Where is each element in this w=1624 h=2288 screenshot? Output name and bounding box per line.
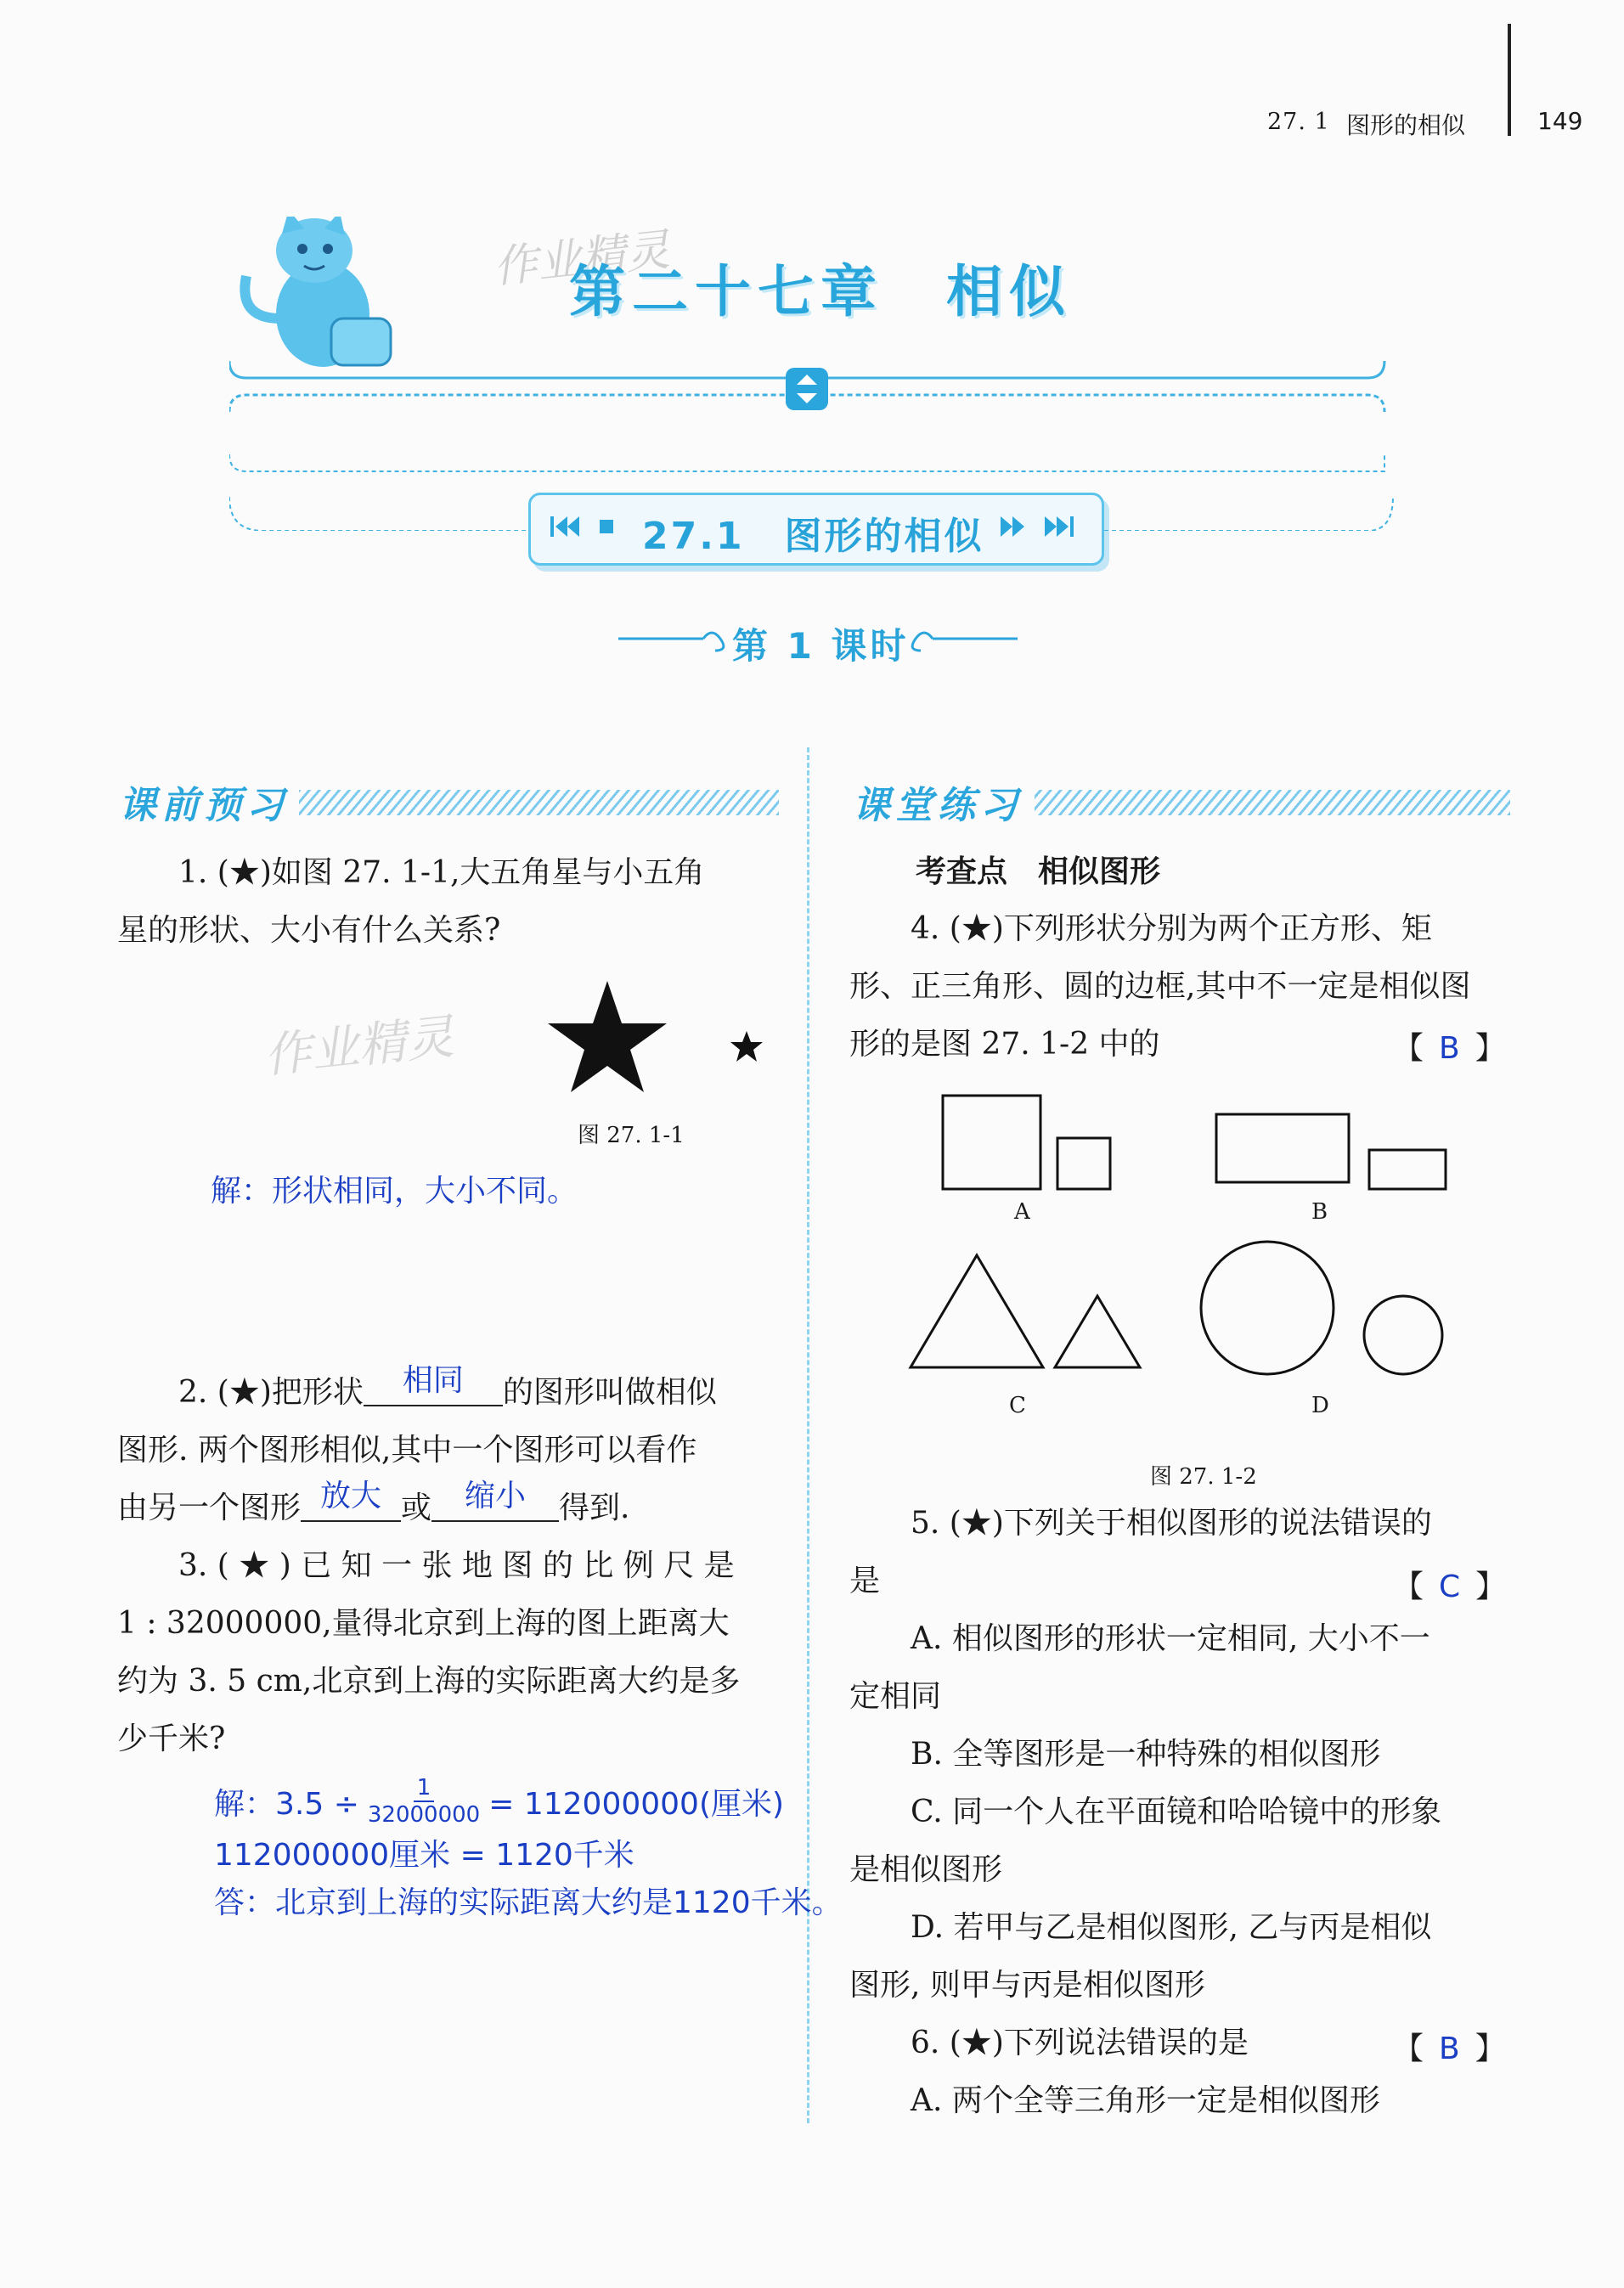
q5-option-c-line2: 是相似图形: [849, 1852, 1003, 1887]
page-number: 149: [1537, 107, 1583, 135]
q3-answer-line2: 112000000厘米 = 1120千米: [214, 1838, 634, 1873]
small-rectangle: [1369, 1150, 1446, 1189]
q4-answer: B: [1439, 1031, 1460, 1066]
large-triangle: [911, 1255, 1043, 1367]
q6-answer-bracket: 【 B 】: [1393, 2032, 1506, 2066]
q5-line1: 5. (★)下列关于相似图形的说法错误的: [911, 1506, 1432, 1541]
figure-2-shapes: [900, 1087, 1478, 1418]
q2-blank-1: 相同: [364, 1364, 503, 1406]
small-square: [1057, 1138, 1110, 1189]
topic-label: 考查点 相似图形: [916, 854, 1161, 889]
figure-2-label-b: B: [1311, 1199, 1328, 1225]
q5-line2: 是: [849, 1564, 881, 1598]
q4-line1: 4. (★)下列形状分别为两个正方形、矩: [911, 911, 1432, 946]
q3-line4: 少千米?: [117, 1722, 226, 1756]
q5-option-d-line2: 图形, 则甲与丙是相似图形: [849, 1968, 1205, 2003]
lesson-title: 第 1 课时: [732, 625, 910, 667]
q5-option-d-line1: D. 若甲与乙是相似图形, 乙与丙是相似: [911, 1910, 1432, 1945]
q1-answer: 解：形状相同，大小不同。: [211, 1174, 578, 1209]
q3-line3: 约为 3. 5 cm,北京到上海的实际距离大约是多: [117, 1664, 741, 1699]
q2-line1: 2. (★)把形状 相同 的图形叫做相似: [178, 1363, 717, 1410]
chapter-watermark: 作业精灵: [491, 224, 673, 294]
figure-1-caption: 图 27. 1-1: [578, 1123, 685, 1148]
q5-answer: C: [1439, 1569, 1461, 1604]
large-star-icon: [544, 977, 671, 1096]
q3-line2: 1 : 32000000,量得北京到上海的图上距离大: [117, 1606, 730, 1641]
q5-option-b: B. 全等图形是一种特殊的相似图形: [911, 1737, 1381, 1772]
figure-2-label-c: C: [1009, 1393, 1026, 1418]
header-divider: [1508, 24, 1511, 136]
header-section-title: 图形的相似: [1346, 111, 1466, 139]
section-title: 27.1 图形的相似: [642, 515, 984, 558]
q5-answer-bracket: 【 C 】: [1393, 1569, 1507, 1604]
q2-line3: 由另一个图形 放大 或 缩小 得到.: [117, 1479, 630, 1525]
large-square: [943, 1096, 1040, 1189]
small-triangle: [1055, 1296, 1140, 1367]
q5-option-a-line2: 定相同: [849, 1679, 942, 1714]
header-section-number: 27. 1: [1267, 109, 1330, 135]
section-dashed-rule: [229, 497, 1401, 531]
q1-line1: 1. (★)如图 27. 1-1,大五角星与小五角: [178, 855, 705, 890]
right-heading-hatch: [1035, 790, 1510, 815]
q6-answer: B: [1439, 2032, 1460, 2066]
q5-option-c-line1: C. 同一个人在平面镜和哈哈镜中的形象: [911, 1795, 1442, 1829]
figure-watermark: 作业精灵: [261, 1009, 457, 1085]
q4-line2: 形、正三角形、圆的边框,其中不一定是相似图: [849, 969, 1471, 1004]
figure-2-caption: 图 27. 1-2: [1150, 1464, 1257, 1490]
q2-line2: 图形. 两个图形相似,其中一个图形可以看作: [117, 1433, 697, 1468]
q4-line3: 形的是图 27. 1-2 中的: [849, 1027, 1160, 1062]
right-column-heading: 课堂练习: [853, 784, 1023, 827]
large-circle: [1201, 1242, 1334, 1374]
fraction: $\frac{1}{32000000}$: [367, 1775, 481, 1828]
q6-line1: 6. (★)下列说法错误的是: [911, 2026, 1249, 2060]
large-rectangle: [1216, 1114, 1349, 1182]
q6-option-a: A. 两个全等三角形一定是相似图形: [911, 2083, 1380, 2118]
small-star-icon: [729, 1029, 764, 1063]
q1-line2: 星的形状、大小有什么关系?: [117, 913, 501, 948]
q2-blank-2: 放大: [301, 1479, 401, 1522]
small-circle: [1364, 1296, 1442, 1374]
q4-answer-bracket: 【 B 】: [1393, 1031, 1506, 1066]
figure-2-label-d: D: [1311, 1393, 1329, 1418]
left-heading-hatch: [299, 790, 779, 815]
cat-mascot-icon: [245, 217, 391, 367]
chapter-title: 第二十七章 相似: [569, 259, 1072, 324]
q3-answer-line3: 答：北京到上海的实际距离大约是1120千米。: [214, 1885, 843, 1920]
q3-answer-line1: 解：3.5 ÷ $\frac{1}{32000000}$ = 112000000(厘米): [214, 1775, 785, 1828]
q3-line1: 3. ( ★ ) 已 知 一 张 地 图 的 比 例 尺 是: [178, 1548, 735, 1583]
figure-2-label-a: A: [1014, 1199, 1030, 1225]
left-column-heading: 课前预习: [119, 784, 289, 827]
q2-blank-3: 缩小: [431, 1479, 559, 1522]
q5-option-a-line1: A. 相似图形的形状一定相同, 大小不一: [911, 1621, 1430, 1656]
